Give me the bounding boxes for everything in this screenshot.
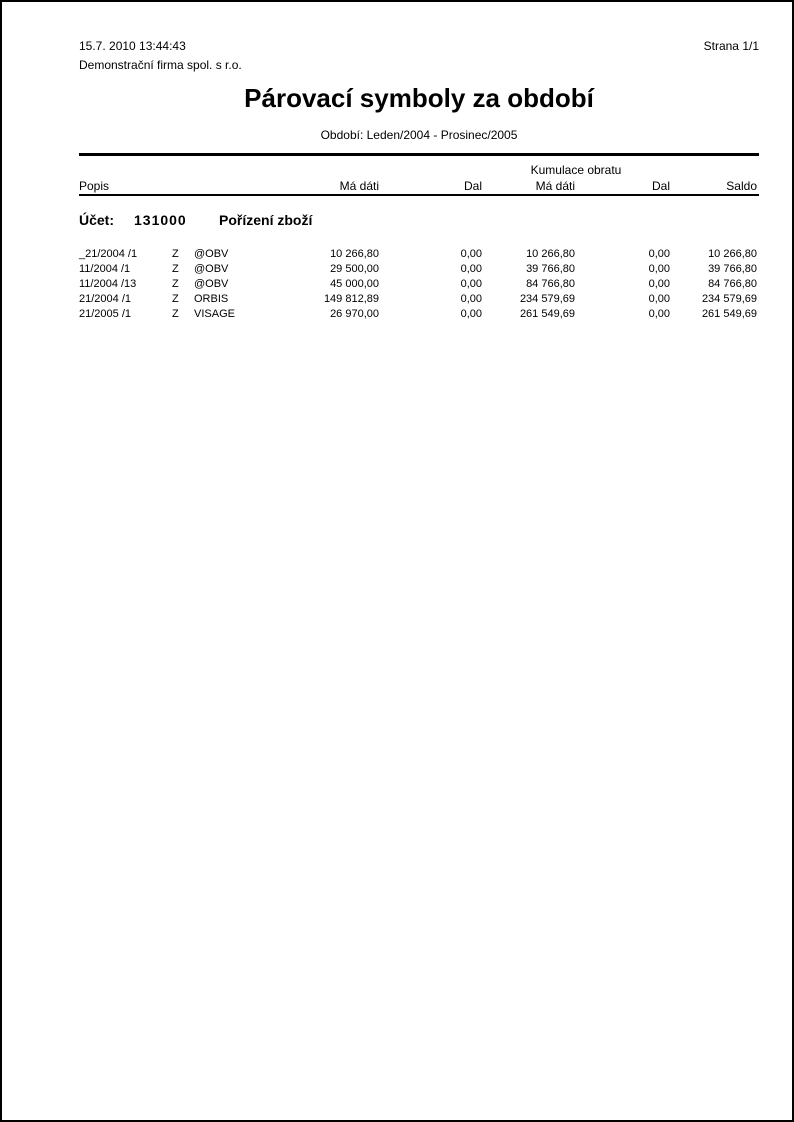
- cell-kumulace-ma-dati: 84 766,80: [526, 278, 575, 290]
- table-column-header-row: [79, 179, 759, 193]
- cell-document-type: Z: [172, 278, 179, 290]
- cell-ma-dati: 45 000,00: [330, 278, 379, 290]
- table-row: [79, 262, 759, 277]
- cell-saldo: 234 579,69: [701, 293, 757, 305]
- cell-dal: 0,00: [460, 293, 482, 305]
- cell-kumulace-ma-dati: 10 266,80: [526, 248, 575, 260]
- company-name: Demonstrační firma spol. s r.o.: [79, 58, 242, 72]
- header-meta-line: [79, 39, 759, 53]
- account-name: Pořízení zboží: [219, 212, 313, 228]
- cell-saldo: 84 766,80: [708, 278, 757, 290]
- top-rule: [79, 153, 759, 156]
- header-rule: [79, 194, 759, 196]
- column-header-dal: Dal: [463, 179, 482, 193]
- cell-dal: 0,00: [460, 263, 482, 275]
- cell-kumulace-dal: 0,00: [648, 278, 670, 290]
- table-row: [79, 277, 759, 292]
- column-header-saldo: Saldo: [726, 179, 757, 193]
- cell-kumulace-dal: 0,00: [648, 308, 670, 320]
- cell-ma-dati: 29 500,00: [330, 263, 379, 275]
- cell-document-number: 11/2004 /1: [79, 263, 131, 275]
- cell-pairing-symbol: @OBV: [194, 248, 229, 260]
- cell-document-type: Z: [172, 293, 179, 305]
- cell-pairing-symbol: ORBIS: [194, 293, 229, 305]
- cell-saldo: 39 766,80: [708, 263, 757, 275]
- cell-dal: 0,00: [460, 248, 482, 260]
- table-row: [79, 307, 759, 322]
- table-group-header-row: [79, 163, 759, 177]
- cell-saldo: 261 549,69: [701, 308, 757, 320]
- cell-kumulace-dal: 0,00: [648, 263, 670, 275]
- cell-document-number: 21/2004 /1: [79, 293, 131, 305]
- table-rows: [79, 247, 759, 322]
- cell-kumulace-ma-dati: 39 766,80: [526, 263, 575, 275]
- cell-document-type: Z: [172, 248, 179, 260]
- table-row: [79, 247, 759, 262]
- report-title: Párovací symboly za období: [244, 83, 594, 113]
- cell-kumulace-ma-dati: 234 579,69: [519, 293, 575, 305]
- cell-ma-dati: 149 812,89: [323, 293, 379, 305]
- cell-kumulace-ma-dati: 261 549,69: [519, 308, 575, 320]
- table-row: [79, 292, 759, 307]
- column-header-kumulace-ma-dati: Má dáti: [535, 179, 575, 193]
- cell-document-number: 11/2004 /13: [79, 278, 137, 290]
- cell-kumulace-dal: 0,00: [648, 248, 670, 260]
- cell-pairing-symbol: @OBV: [194, 278, 229, 290]
- column-header-popis: Popis: [79, 179, 110, 193]
- page-number: Strana 1/1: [703, 39, 759, 53]
- account-row: [79, 212, 759, 229]
- cell-document-number: 21/2005 /1: [79, 308, 131, 320]
- cell-pairing-symbol: VISAGE: [194, 308, 235, 320]
- cell-pairing-symbol: @OBV: [194, 263, 229, 275]
- print-timestamp: 15.7. 2010 13:44:43: [79, 39, 186, 53]
- cell-document-number: _21/2004 /1: [79, 248, 138, 260]
- report-period: Období: Leden/2004 - Prosinec/2005: [320, 128, 518, 142]
- column-header-kumulace-dal: Dal: [651, 179, 670, 193]
- cell-kumulace-dal: 0,00: [648, 293, 670, 305]
- cell-document-type: Z: [172, 263, 179, 275]
- cell-dal: 0,00: [460, 308, 482, 320]
- cell-dal: 0,00: [460, 278, 482, 290]
- account-label: Účet:: [79, 212, 115, 228]
- cell-ma-dati: 10 266,80: [330, 248, 379, 260]
- account-number: 131000: [134, 212, 187, 228]
- group-header-kumulace-obratu: Kumulace obratu: [530, 163, 622, 177]
- cell-document-type: Z: [172, 308, 179, 320]
- report-content: [79, 2, 759, 1120]
- column-header-ma-dati: Má dáti: [339, 179, 379, 193]
- cell-ma-dati: 26 970,00: [330, 308, 379, 320]
- cell-saldo: 10 266,80: [708, 248, 757, 260]
